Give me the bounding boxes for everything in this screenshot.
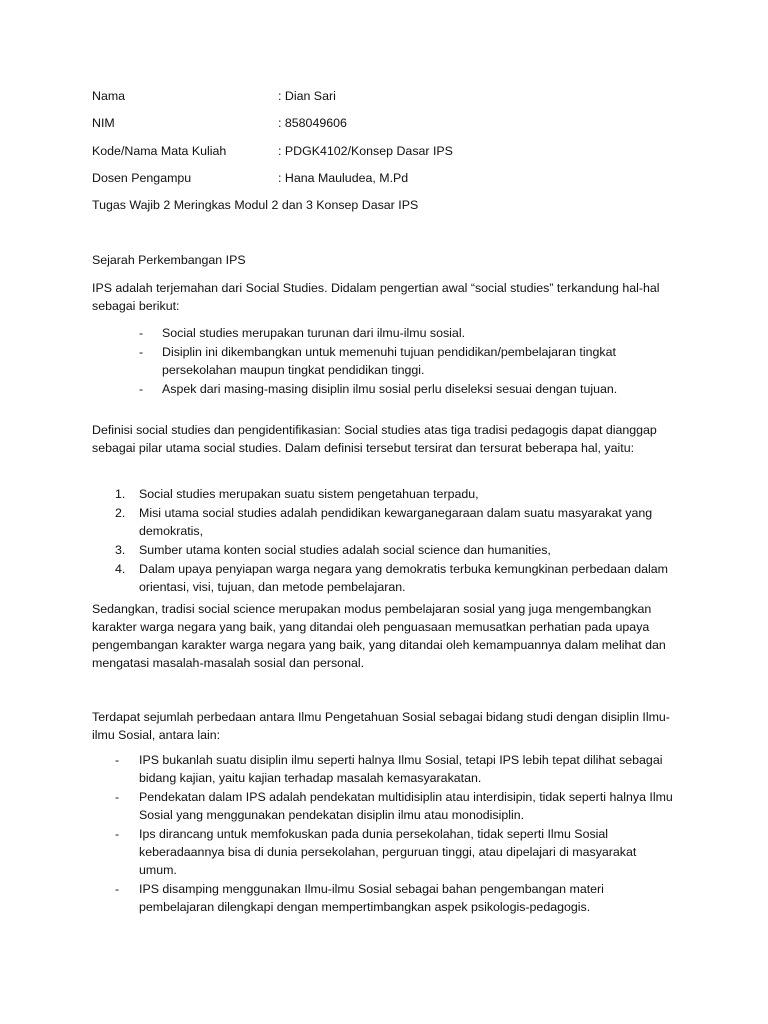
document-page: Nama : Dian Sari NIM : 858049606 Kode/Nama Mata Kuliah : PDGK4102/Konsep Dasar IPS Dosen Pengampu : Hana Mauludea, M.Pd Tugas Wajib 2 Meringkas Modul 2 dan 3 Konsep Dasar IPS Sejarah Perkembangan IPS IPS adalah terjemahan dari Social Studies. Didalam pengertian awal “social studies” terkandung hal-hal sebagai berikut: - Social studies merupakan turunan dari ilmu-ilmu sosial. - Disiplin ini dikembangkan untuk memenuhi tujuan pendidikan/pembelajaran tingkat persekolahan maupun tingkat pendidikan tinggi. - Aspek dari masing-masing disiplin ilmu sosial perlu diseleksi sesuai dengan tujuan. Definisi social studies dan pengidentifikasian: Social studies atas tiga tradisi pedagogis dapat dianggap sebagai pilar utama social studies. Dalam definisi tersebut tersirat dan tersurat beberapa hal, yaitu: 1. Social studies merupakan suatu sistem pengetahuan terpadu, 2. Misi utama social studies adalah pendidikan kewarganegaraan dalam suatu masyarakat yang demokratis, 3. Sumber utama konten social studies adalah social science dan humanities, 4. Dalam upaya penyiapan warga negara yang demokratis terbuka kemungkinan perbedaan dalam orientasi, visi, tujuan, dan metode pembelajaran. Sedangkan, tradisi social science merupakan modus pembelajaran sosial yang juga mengembangkan karakter warga negara yang baik, yang ditandai oleh penguasaan memusatkan perhatian pada upaya pengembangan karakter warga negara yang baik, yang ditandai oleh kemampuannya dalam melihat dan mengatasi masalah-masalah sosial dan personal. Terdapat sejumlah perbedaan antara Ilmu Pengetahuan Sosial sebagai bidang studi dengan disiplin Ilmu-ilmu Sosial, antara lain: - IPS bukanlah suatu disiplin ilmu seperti halnya Ilmu Sosial, tetapi IPS lebih tepat dilihat sebagai bidang kajian, yaitu kajian terhadap masalah kemasyarakatan. - Pendekatan dalam IPS adalah pendekatan multidisiplin atau interdisipin, tidak seperti halnya Ilmu Sosial yang menggunakan pendekatan disiplin ilmu atau monodisiplin. - Ips dirancang untuk memfokuskan pada dunia persekolahan, tidak seperti Ilmu Sosial keberadaannya bisa di dunia persekolahan, perguruan tinggi, atau dipelajari di masyarakat umum. - IPS disamping menggunakan Ilmu-ilmu Sosial sebagai bahan pengembangan materi pembelajaran dilengkapi dengan mempertimbangkan aspek psikologis-pedagogis. [0,0,768,1024]
paragraph-social-science: Sedangkan, tradisi social science merupakan modus pembelajaran sosial yang juga mengembangkan karakter warga negara yang baik, yang ditandai oleh penguasaan memusatkan perhatian pada upaya pengembangan karakter warga negara yang baik, yang ditandai oleh kemampuannya dalam melihat dan mengatasi masalah-masalah sosial dan personal. [92,602,666,670]
list-item [139,380,676,398]
list-item [115,788,676,824]
dash-marker: - [139,345,144,359]
info-label: Kode/Nama Mata Kuliah [92,144,227,158]
paragraph-differences: Terdapat sejumlah perbedaan antara Ilmu Pengetahuan Sosial sebagai bidang studi dengan disiplin Ilmu-ilmu Sosial, antara lain: [92,710,670,742]
info-value: : Hana Mauludea, M.Pd [278,171,409,185]
list-item [115,751,676,787]
number-marker: 2. [115,506,126,520]
list-item-text: IPS bukanlah suatu disiplin ilmu seperti halnya Ilmu Sosial, tetapi IPS lebih tepat dilihat sebagai bidang kajian, yaitu kajian terhadap masalah kemasyarakatan. [139,753,663,785]
section-heading: Sejarah Perkembangan IPS [92,253,246,267]
list-item [115,880,676,916]
list-item-text: Ips dirancang untuk memfokuskan pada dunia persekolahan, tidak seperti Ilmu Sosial keberadaannya bisa di dunia persekolahan, perguruan tinggi, atau dipelajari di masyarakat umum. [139,827,637,877]
list-item-text: Aspek dari masing-masing disiplin ilmu sosial perlu diseleksi sesuai dengan tujuan. [162,382,618,396]
numbered-list-definition [115,485,676,597]
list-item-text: Dalam upaya penyiapan warga negara yang demokratis terbuka kemungkinan perbedaan dalam orientasi, visi, tujuan, dan metode pembelajaran. [139,562,669,594]
dash-marker: - [115,827,120,841]
number-marker: 4. [115,562,126,576]
list-item-text: IPS disamping menggunakan Ilmu-ilmu Sosial sebagai bahan pengembangan materi pembelajaran dilengkapi dengan mempertimbangkan aspek psikologis-pedagogis. [139,882,604,914]
info-label: Nama [92,89,126,103]
list-item-text: Sumber utama konten social studies adalah social science dan humanities, [139,543,551,557]
paragraph-definition: Definisi social studies dan pengidentifikasian: Social studies atas tiga tradisi pedagogis dapat dianggap sebagai pilar utama social studies. Dalam definisi tersebut tersirat dan tersurat beberapa hal, yaitu: [92,423,657,455]
dash-marker: - [139,326,144,340]
list-item-text: Pendekatan dalam IPS adalah pendekatan multidisiplin atau interdisipin, tidak seperti halnya Ilmu Sosial yang menggunakan pendekatan disiplin ilmu atau monodisiplin. [139,790,673,822]
dash-marker: - [115,753,120,767]
list-item [115,560,676,596]
bullet-list-ips-history [139,324,676,399]
info-label: NIM [92,116,115,130]
list-item [115,825,676,879]
list-item [115,504,676,540]
list-item-text: Misi utama social studies adalah pendidikan kewarganegaraan dalam suatu masyarakat yang demokratis, [139,506,653,538]
list-item [139,343,676,379]
dash-marker: - [115,882,120,896]
number-marker: 3. [115,543,126,557]
info-value: : Dian Sari [278,89,336,103]
list-item [115,485,676,503]
info-value: : 858049606 [278,116,347,130]
list-item [139,324,676,342]
list-item-text: Social studies merupakan suatu sistem pengetahuan terpadu, [139,487,479,501]
paragraph-intro-ips: IPS adalah terjemahan dari Social Studies. Didalam pengertian awal “social studies” terkandung hal-hal sebagai berikut: [92,281,660,313]
list-item [115,541,676,559]
info-label: Dosen Pengampu [92,171,192,185]
dash-marker: - [115,790,120,804]
list-item-text: Disiplin ini dikembangkan untuk memenuhi tujuan pendidikan/pembelajaran tingkat persekolahan maupun tingkat pendidikan tinggi. [162,345,616,377]
bullet-list-differences [115,751,676,917]
number-marker: 1. [115,487,126,501]
info-value: : PDGK4102/Konsep Dasar IPS [278,144,453,158]
dash-marker: - [139,382,144,396]
list-item-text: Social studies merupakan turunan dari ilmu-ilmu sosial. [162,326,466,340]
